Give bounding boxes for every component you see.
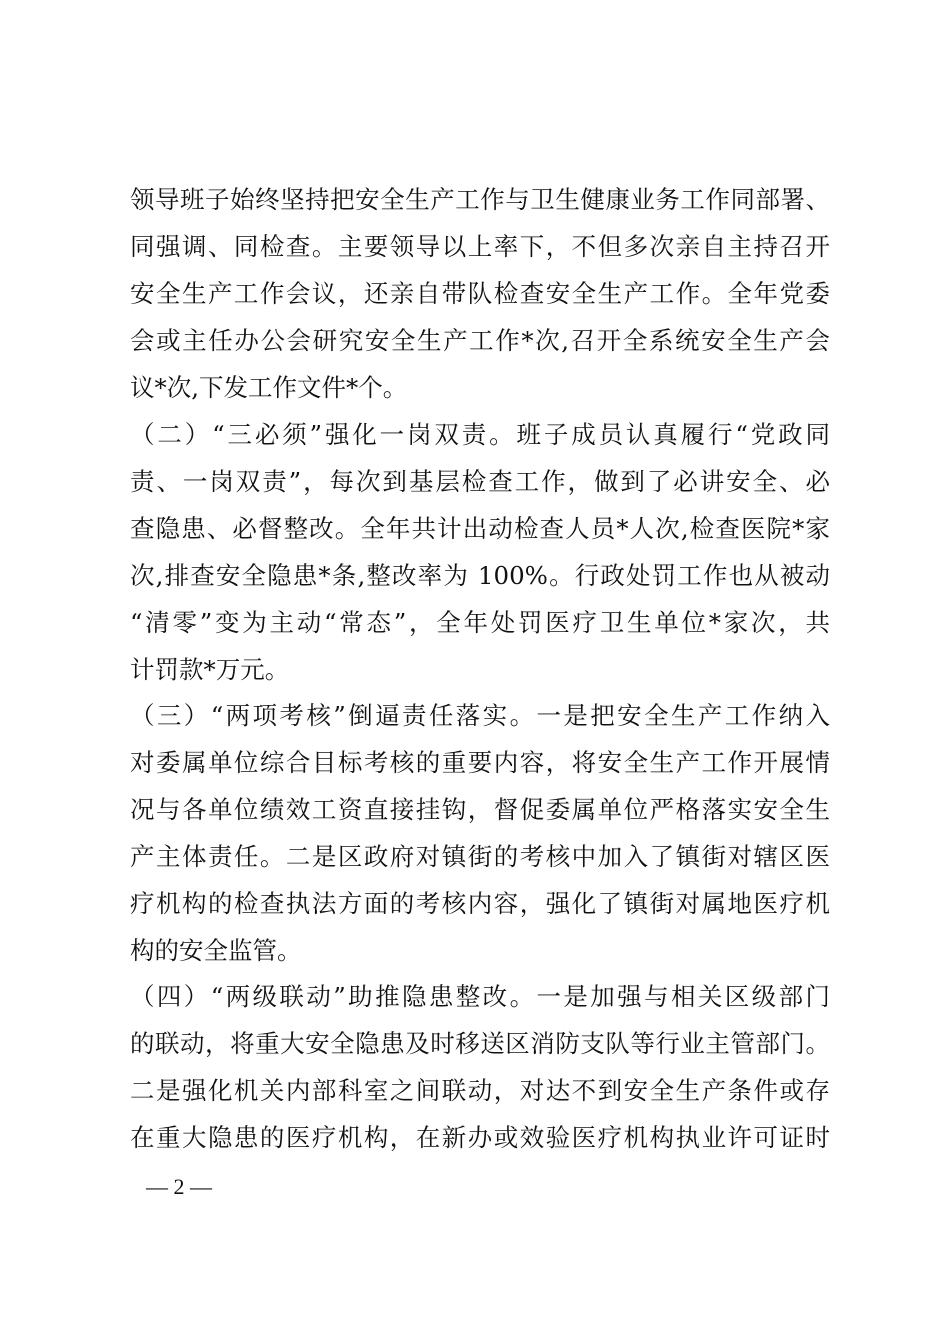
text-line: 查隐患、必督整改。全年共计出动检查人员*人次,检查医院*家 (130, 514, 830, 543)
text-line: “清零”变为主动“常态”，全年处罚医疗卫生单位*家次，共 (130, 608, 830, 637)
text-line: 对委属单位综合目标考核的重要内容，将安全生产工作开展情 (130, 748, 830, 777)
text-line: 同强调、同检查。主要领导以上率下，不但多次亲自主持召开 (130, 232, 830, 261)
text-line: 产主体责任。二是区政府对镇街的考核中加入了镇街对辖区医 (130, 842, 830, 871)
text-line: 安全生产工作会议，还亲自带队检查安全生产工作。全年党委 (130, 279, 830, 308)
text-line: 责、一岗双责”，每次到基层检查工作，做到了必讲安全、必 (130, 467, 830, 496)
text-line: 的联动，将重大安全隐患及时移送区消防支队等行业主管部门。 (130, 1029, 830, 1058)
text-line: 在重大隐患的医疗机构，在新办或效验医疗机构执业许可证时 (130, 1123, 830, 1152)
text-line: 疗机构的检查执法方面的考核内容，强化了镇街对属地医疗机 (130, 889, 830, 918)
text-line: 次,排查安全隐患*条,整改率为 100%。行政处罚工作也从被动 (130, 561, 830, 590)
section-heading-line: （四）“两级联动”助推隐患整改。一是加强与相关区级部门 (130, 982, 830, 1011)
section-heading-line: （二）“三必须”强化一岗双责。班子成员认真履行“党政同 (130, 420, 830, 449)
text-line: 领导班子始终坚持把安全生产工作与卫生健康业务工作同部署、 (130, 185, 830, 214)
text-line: 会或主任办公会研究安全生产工作*次,召开全系统安全生产会 (130, 326, 830, 355)
text-line: 计罚款*万元。 (130, 655, 290, 684)
text-line: 构的安全监管。 (130, 936, 302, 965)
section-heading-line: （三）“两项考核”倒逼责任落实。一是把安全生产工作纳入 (130, 701, 830, 730)
text-line: 况与各单位绩效工资直接挂钩，督促委属单位严格落实安全生 (130, 795, 830, 824)
page-number: — 2 — (146, 1174, 212, 1199)
text-line: 二是强化机关内部科室之间联动，对达不到安全生产条件或存 (130, 1076, 830, 1105)
text-line: 议*次,下发工作文件*个。 (130, 373, 408, 402)
